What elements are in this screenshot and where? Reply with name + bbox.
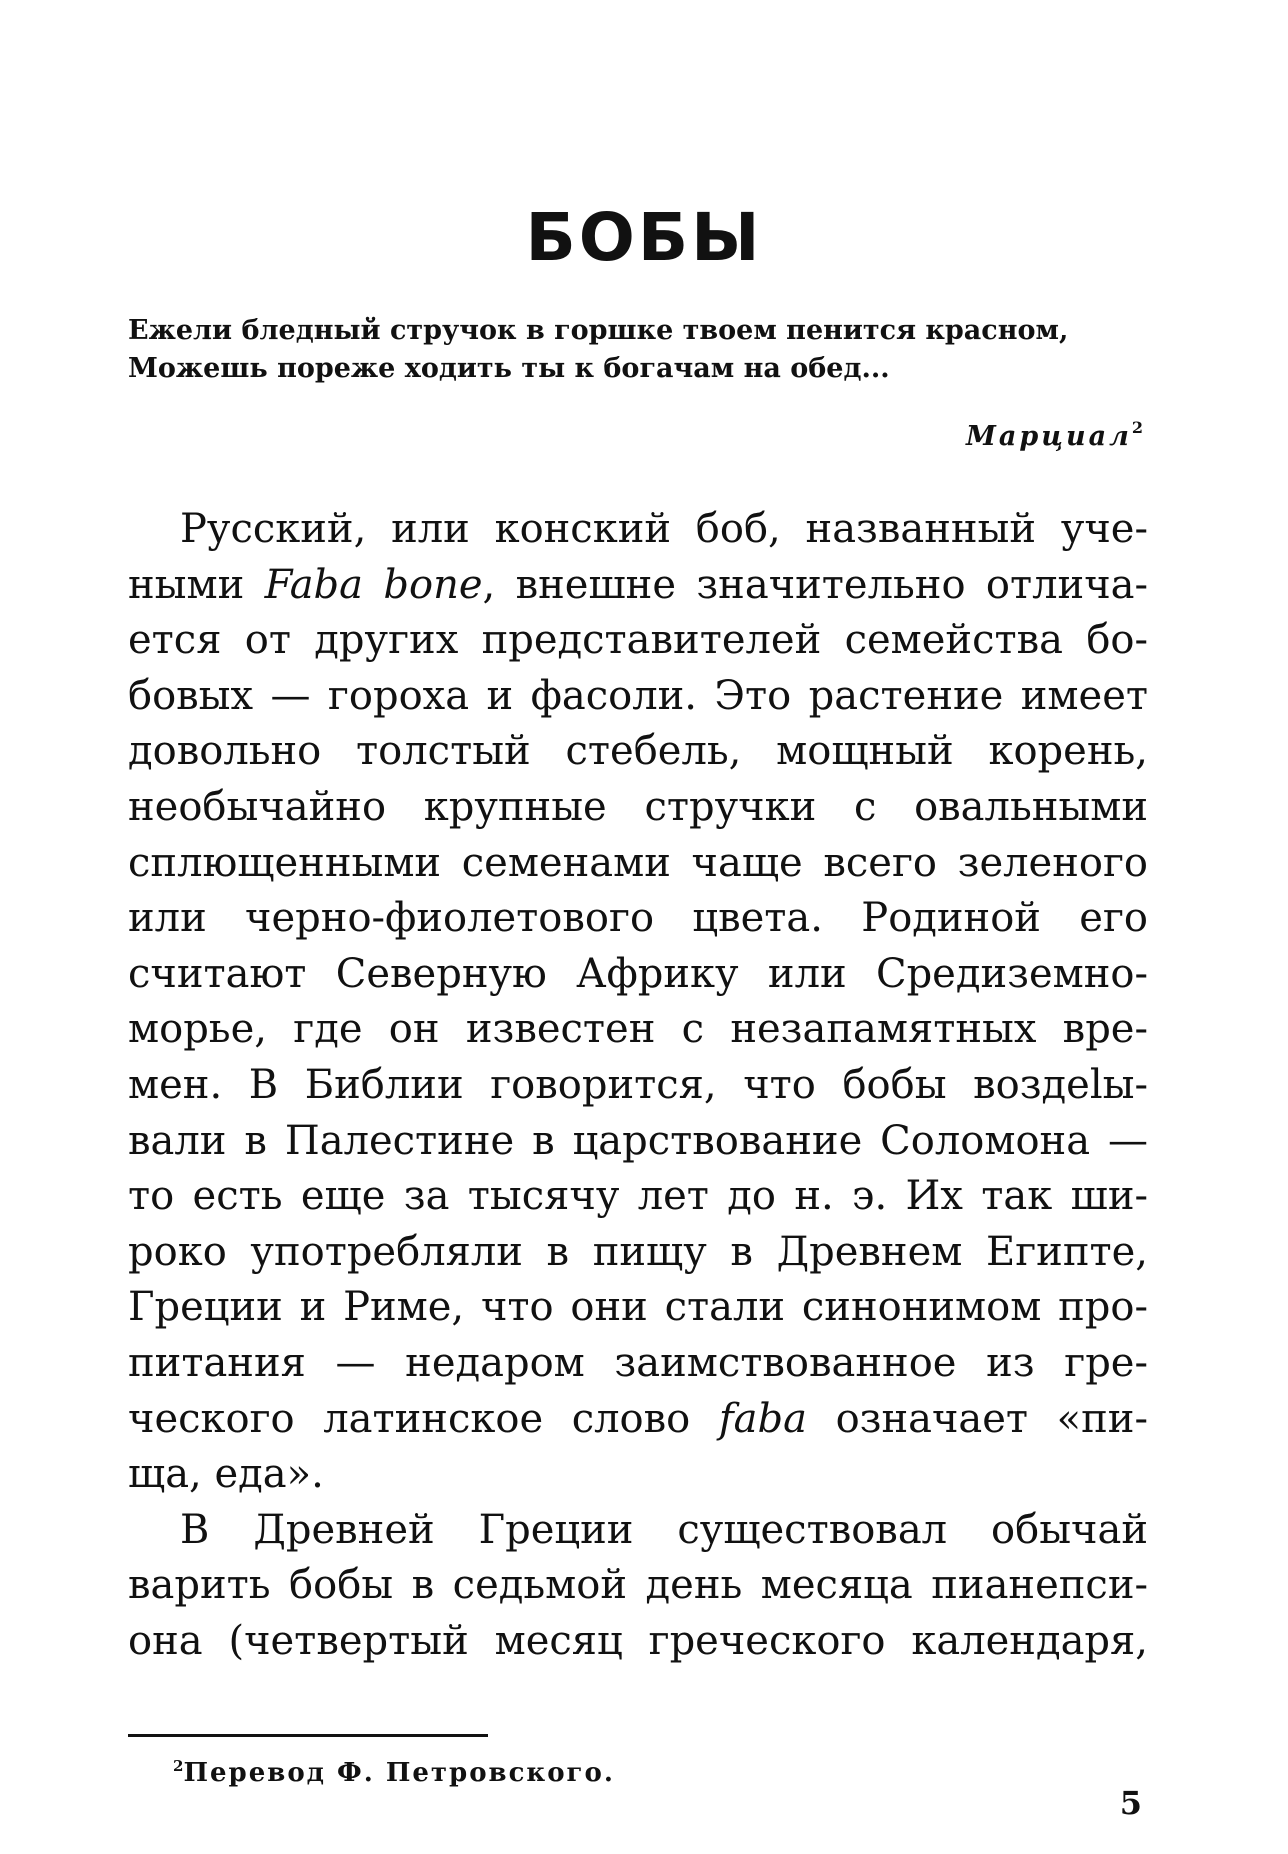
text-line: необычайно крупные стручки с овальными xyxy=(128,783,1148,830)
footnote xyxy=(173,1757,615,1788)
text-segment: , внешне значительно отлича- xyxy=(482,561,1149,608)
paragraph xyxy=(128,502,1148,1503)
text-line xyxy=(128,1392,1148,1448)
italic-term: faba xyxy=(718,1395,807,1442)
text-line: В Древней Греции существовал обычай xyxy=(180,1506,1148,1553)
body-text xyxy=(128,502,1148,1669)
text-line: мен. В Библии говорится, что бобы воздelы- xyxy=(128,1061,1148,1108)
epigraph-line: Ежели бледный стручок в горшке твоем пенится красном, xyxy=(128,315,1069,346)
text-line: сплющенными семенами чаще всего зеленого xyxy=(128,839,1148,886)
text-line xyxy=(128,558,1148,614)
footnote-text: Перевод Ф. Петровского. xyxy=(183,1758,615,1788)
text-line: роко употребляли в пищу в Древнем Египте, xyxy=(128,1228,1148,1275)
text-segment: ческого латинское слово xyxy=(128,1395,719,1442)
chapter-title: БОБЫ xyxy=(525,199,763,276)
epigraph xyxy=(128,312,1148,388)
text-line: или черно-фиолетового цвета. Родиной его xyxy=(128,895,1148,942)
text-line: то есть еще за тысячу лет до н. э. Их так ши- xyxy=(128,1173,1148,1220)
text-line: Русский, или конский боб, названный уче- xyxy=(180,506,1148,552)
text-line: считают Северную Африку или Средиземно- xyxy=(128,950,1148,997)
footnote-divider xyxy=(128,1734,488,1737)
text-line: варить бобы в седьмой день месяца пианепси- xyxy=(128,1562,1148,1609)
text-line: довольно толстый стебель, мощный корень, xyxy=(128,728,1148,775)
footnote-number: 2 xyxy=(173,1757,184,1775)
text-line: вали в Палестине в царствование Соломона — xyxy=(128,1117,1148,1164)
text-line: морье, где он известен с незапамятных вре- xyxy=(128,1006,1148,1053)
text-line: ется от других представителей семейства бо- xyxy=(128,617,1148,664)
text-segment: ными xyxy=(128,561,265,608)
page-number: 5 xyxy=(1119,1784,1142,1822)
text-line: питания — недаром заимствованное из гре- xyxy=(128,1339,1148,1386)
paragraph xyxy=(128,1503,1148,1670)
epigraph-line: Можешь пореже ходить ты к богачам на обед... xyxy=(128,353,890,384)
epigraph-author xyxy=(966,418,1143,452)
text-line: Греции и Риме, что они стали синонимом про- xyxy=(128,1284,1148,1331)
text-segment: означает «пи- xyxy=(806,1395,1148,1442)
text-line: бовых — гороха и фасоли. Это растение имеет xyxy=(128,672,1148,719)
footnote-reference: 2 xyxy=(1131,418,1143,437)
text-line: ща, еда». xyxy=(128,1451,324,1498)
italic-term: Faba bone xyxy=(264,561,483,608)
epigraph-author-name: Марциал xyxy=(966,421,1132,452)
text-line: она (четвертый месяц греческого календаря, xyxy=(128,1617,1148,1664)
